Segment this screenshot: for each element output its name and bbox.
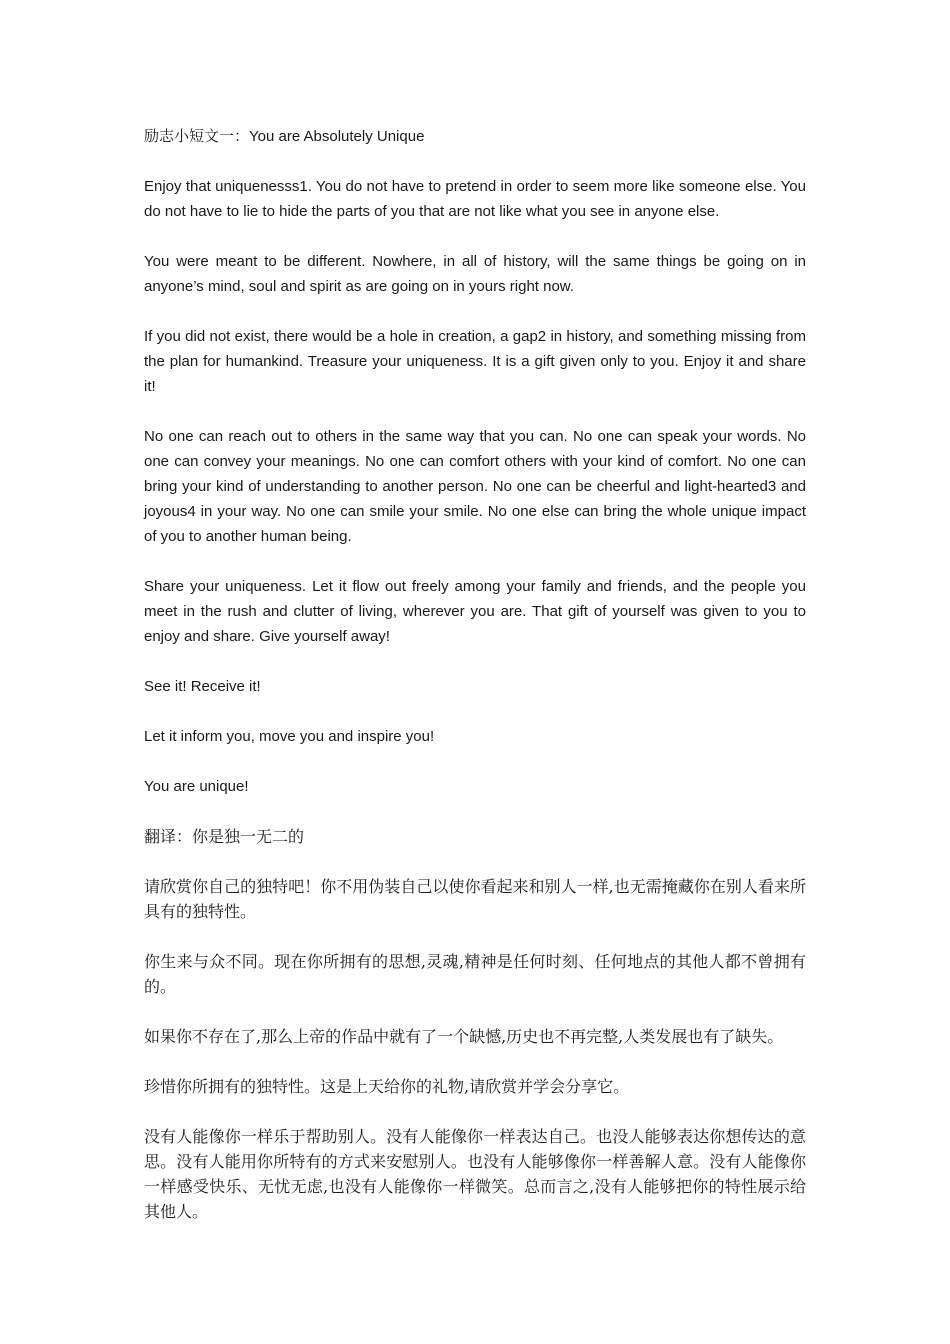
paragraph-cn-2: 你生来与众不同。现在你所拥有的思想,灵魂,精神是任何时刻、任何地点的其他人都不曾拥有的。: [144, 952, 806, 996]
paragraph-cn-3: 如果你不存在了,那么上帝的作品中就有了一个缺憾,历史也不再完整,人类发展也有了缺失。: [144, 1027, 784, 1046]
paragraph-en-4: No one can reach out to others in the same way that you can. No one can speak your words. No one can convey your meanings. No one can comfort others with your kind of comfort. No one can bring your kind of understanding to another person. No one can be cheerful and light-hearted3 and joyous4 in your way. No one can smile your smile. No one else can bring the whole unique impact of you to another human being.: [144, 428, 806, 545]
paragraph-en-3: If you did not exist, there would be a hole in creation, a gap2 in history, and something missing from the plan for humankind. Treasure your uniqueness. It is a gift given only to you. Enjoy it and share it!: [144, 328, 806, 395]
paragraph-en-2: You were meant to be different. Nowhere, in all of history, will the same things be going on in anyone’s mind, soul and spirit as are going on in yours right now.: [144, 253, 806, 295]
paragraph-cn-1: 请欣赏你自己的独特吧！你不用伪装自己以使你看起来和别人一样,也无需掩藏你在别人看来所具有的独特性。: [144, 877, 806, 921]
paragraph-en-7: Let it inform you, move you and inspire you!: [144, 728, 435, 745]
article-title: 励志小短文一：You are Absolutely Unique: [144, 128, 425, 145]
document-body: [144, 124, 806, 1224]
paragraph-en-1: Enjoy that uniquenesss1. You do not have to pretend in order to seem more like someone else. You do not have to lie to hide the parts of you that are not like what you see in anyone else.: [144, 178, 806, 220]
paragraph-cn-4: 珍惜你所拥有的独特性。这是上天给你的礼物,请欣赏并学会分享它。: [144, 1077, 630, 1096]
paragraph-en-5: Share your uniqueness. Let it flow out freely among your family and friends, and the people you meet in the rush and clutter of living, wherever you are. That gift of yourself was given to you to enjoy and share. Give yourself away!: [144, 578, 806, 645]
paragraph-en-8: You are unique!: [144, 778, 249, 795]
paragraph-cn-5: 没有人能像你一样乐于帮助别人。没有人能像你一样表达自己。也没人能够表达你想传达的意思。没有人能用你所特有的方式来安慰别人。也没有人能够像你一样善解人意。没有人能像你一样感受快乐、无忧无虑,也没有人能像你一样微笑。总而言之,没有人能够把你的特性展示给其他人。: [144, 1127, 806, 1221]
paragraph-en-6: See it! Receive it!: [144, 678, 261, 695]
translation-title: 翻译：你是独一无二的: [144, 827, 305, 846]
